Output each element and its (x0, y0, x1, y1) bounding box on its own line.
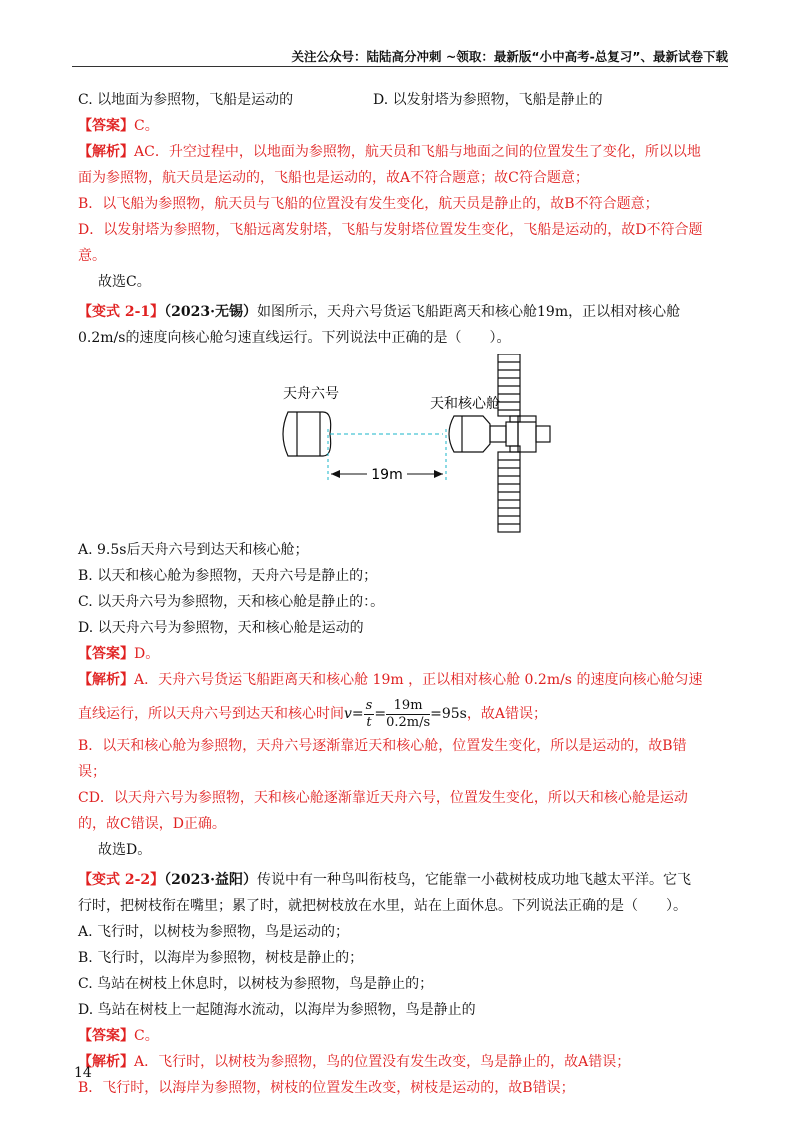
q2-1-option-c: C. 以天舟六号为参照物，天和核心舱是静止的：。 (78, 594, 385, 610)
q2-2-stem: 【变式 2-2】（2023·益阳）传说中有一种鸟叫衔枝鸟，它能靠一小截树枝成功地飞越太平洋。它飞 (78, 872, 692, 888)
analysis-label: 【解析】 (78, 1054, 134, 1070)
answer-label: 【答案】 (78, 118, 134, 134)
q2-1-conclusion: 故选D。 (98, 842, 152, 858)
q2-2-analysis-line: 【解析】A．飞行时，以树枝为参照物，鸟的位置没有发生改变，鸟是静止的，故A错误； (78, 1054, 631, 1070)
answer-value: C。 (134, 1028, 159, 1044)
arrow-head-right (434, 470, 443, 478)
q2-2-option-a: A. 飞行时，以树枝为参照物，鸟是运动的； (78, 924, 350, 940)
q2-1-analysis-line: B．以天和核心舱为参照物，天舟六号逐渐靠近天和核心舱，位置发生变化，所以是运动的，故B错 (78, 738, 687, 754)
q1-analysis-line: D．以发射塔为参照物，飞船远离发射塔，飞船与发射塔位置发生变化，飞船是运动的，故D不符合题 (78, 222, 703, 238)
answer-label: 【答案】 (78, 1028, 134, 1044)
right-station-label: 天和核心舱 (430, 396, 500, 412)
tianhe-station (449, 354, 550, 532)
question-source: （2023·益阳） (164, 872, 258, 888)
page-content (78, 88, 728, 1102)
q1-option-c: C. 以地面为参照物，飞船是运动的 (78, 92, 294, 108)
page-header (0, 0, 800, 64)
spacecraft-diagram (78, 354, 728, 534)
tianzhou-craft (283, 412, 331, 456)
answer-value: C。 (134, 118, 159, 134)
q1-answer (78, 114, 728, 140)
q1-analysis-line: 【解析】AC．升空过程中，以地面为参照物，航天员和飞船与地面之间的位置发生了变化，所以以地 (78, 144, 701, 160)
answer-label: 【答案】 (78, 646, 134, 662)
q2-1-option-a: A. 9.5s后天舟六号到达天和核心舱； (78, 542, 309, 558)
q1-analysis-line: 意。 (78, 248, 106, 264)
q2-1-stem: 【变式 2-1】（2023·无锡）如图所示，天舟六号货运飞船距离天和核心舱19m，正以相对核心舱 (78, 304, 681, 320)
q2-2-analysis-line: B．飞行时，以海岸为参照物，树枝的位置发生改变，树枝是运动的，故B错误； (78, 1080, 575, 1096)
spacecraft-figure (78, 354, 728, 534)
q2-2-option-b: B. 飞行时，以海岸为参照物，树枝是静止的； (78, 950, 364, 966)
arrow-head-left (331, 470, 340, 478)
q2-2-option-d: D. 鸟站在树枝上一起随海水流动，以海岸为参照物，鸟是静止的 (78, 1002, 476, 1018)
q2-1-analysis-formula-line: 直线运行，所以天舟六号到达天和核心时间v= $\frac{s}{t}$ = $\frac{19m}{0.2m/s}$ =95s，故A错误； (78, 697, 547, 730)
question-tag: 【变式 2-1】 (78, 304, 165, 320)
q2-1-analysis-line: CD．以天舟六号为参照物，天和核心舱逐渐靠近天舟六号，位置发生变化，所以天和核心舱是运动 (78, 790, 688, 806)
header-rule (72, 66, 728, 67)
q2-1-option-b: B. 以天和核心舱为参照物，天舟六号是静止的； (78, 568, 378, 584)
q1-option-d: D. 以发射塔为参照物，飞船是静止的 (373, 92, 603, 108)
question-tag: 【变式 2-2】 (78, 872, 165, 888)
q2-1-stem-line: 0.2m/s的速度向核心舱匀速直线运行。下列说法中正确的是（ ）。 (78, 330, 511, 346)
answer-value: D。 (134, 646, 160, 662)
q2-1-analysis-line: 的，故C错误，D正确。 (78, 816, 226, 832)
q1-options-row (78, 88, 728, 114)
q2-1-option-d: D. 以天舟六号为参照物，天和核心舱是运动的 (78, 620, 364, 636)
speed-formula: v= $\frac{s}{t}$ = $\frac{19m}{0.2m/s}$ =95s (344, 697, 467, 730)
header-text: 关注公众号：陆陆高分冲刺 ~领取：最新版“小中高考-总复习”、最新试卷下载 (291, 49, 728, 64)
analysis-label: 【解析】 (78, 144, 134, 160)
q1-conclusion: 故选C。 (98, 274, 151, 290)
page-number: 14 (74, 1065, 92, 1081)
question-source: （2023·无锡） (164, 304, 258, 320)
distance-label: 19m (371, 467, 403, 483)
q1-analysis-line: B．以飞船为参照物，航天员与飞船的位置没有发生变化，航天员是静止的，故B不符合题意； (78, 196, 659, 212)
q2-1-analysis-line: 【解析】A．天舟六号货运飞船距离天和核心舱 19m ，正以相对核心舱 0.2m/s 的速度向核心舱匀速 (78, 672, 703, 688)
q2-1-analysis-line: 误； (78, 764, 106, 780)
q2-1-answer (78, 642, 728, 668)
q2-2-option-c: C. 鸟站在树枝上休息时，以树枝为参照物，鸟是静止的； (78, 976, 434, 992)
left-craft-label: 天舟六号 (283, 386, 339, 402)
analysis-label: 【解析】 (78, 672, 134, 688)
q2-2-answer (78, 1024, 728, 1050)
q1-analysis-line: 面为参照物，航天员是运动的，飞船也是运动的，故A不符合题意；故C符合题意； (78, 170, 589, 186)
q2-2-stem-line: 行时，把树枝衔在嘴里；累了时，就把树枝放在水里，站在上面休息。下列说法正确的是（ ）。 (78, 898, 687, 914)
